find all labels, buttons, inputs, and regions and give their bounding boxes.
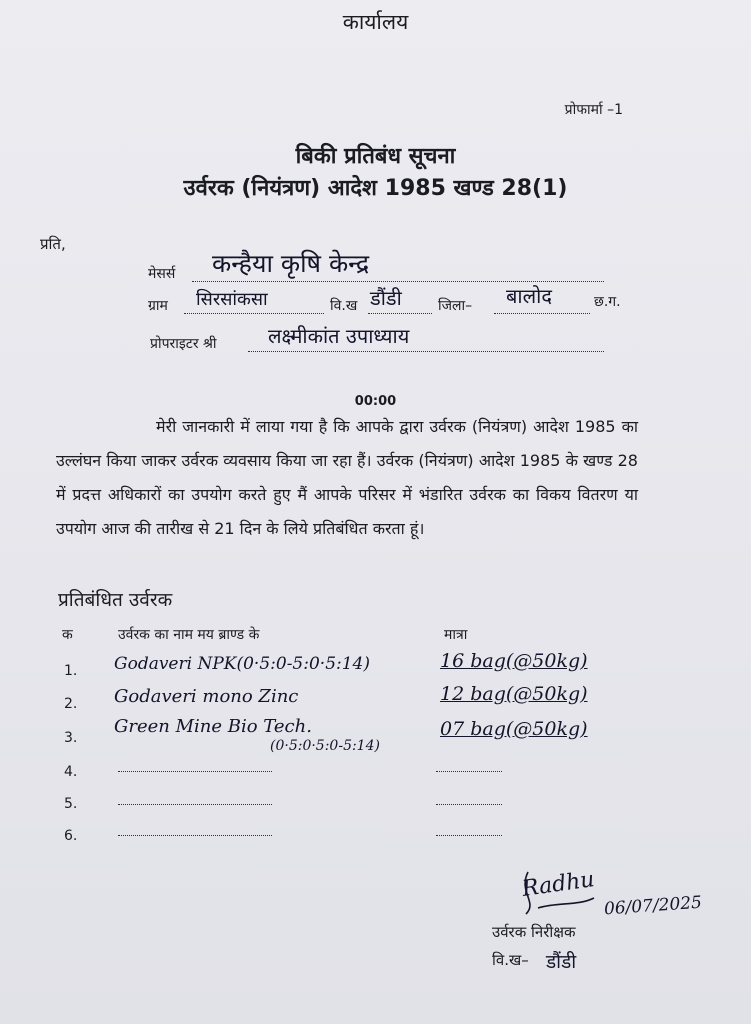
proprietor-dotted-line xyxy=(248,350,604,352)
notice-body: मेरी जानकारी में लाया गया है कि आपके द्वारा उर्वरक (नियंत्रण) आदेश 1985 का उल्लंघन किया जाकर उर्वरक व्यवसाय किया जा रहा हैं। उर्वरक (नियंत्रण) आदेश 1985 के खण्ड 28 में प्रदत्त अधिकारों का उपयोग करते हुए मैं आपके परिसर में भंडारित उर्वरक का विकय वितरण या उपयोग आज की तारीख से 21 दिन के लिये प्रतिबंधित करता हूं। xyxy=(56,417,638,538)
row-fertilizer-composition: (0·5:0·5:0-5:14) xyxy=(270,738,380,754)
row-quantity: 07 bag(@50kg) xyxy=(440,718,588,740)
district-label: जिला– xyxy=(438,298,473,314)
column-quantity: मात्रा xyxy=(444,627,468,643)
row-name-blank xyxy=(118,834,272,836)
row-serial: 1. xyxy=(64,663,78,679)
proprietor-label: प्रोपराइटर श्री xyxy=(150,336,217,352)
row-qty-blank xyxy=(436,770,502,772)
row-name-blank xyxy=(118,770,272,772)
row-qty-blank xyxy=(436,803,502,805)
time-stamp: 00:00 xyxy=(354,394,397,409)
signature-date: 06/07/2025 xyxy=(603,892,703,920)
signature-flourish xyxy=(508,862,598,922)
village-label: ग्राम xyxy=(148,298,168,314)
block-label: वि.ख xyxy=(330,298,358,314)
row-fertilizer-name: Godaveri mono Zinc xyxy=(114,686,299,707)
column-fertilizer-name: उर्वरक का नाम मय ब्राण्ड के xyxy=(118,627,260,643)
inspector-block-label: वि.ख– xyxy=(492,951,529,969)
row-serial: 4. xyxy=(64,764,78,780)
document-subtitle: उर्वरक (नियंत्रण) आदेश 1985 खण्ड 28(1) xyxy=(183,176,568,201)
firm-name-handwritten: कन्हैया कृषि केन्द्र xyxy=(212,249,370,278)
block-dotted-line xyxy=(368,312,432,314)
row-serial: 2. xyxy=(64,696,78,712)
document-title: बिकी प्रतिबंध सूचना xyxy=(295,144,456,169)
district-dotted-line xyxy=(494,312,590,314)
row-fertilizer-name: Godaveri NPK(0·5:0-5:0·5:14) xyxy=(114,654,371,674)
office-heading: कार्यालय xyxy=(342,10,409,34)
section-title: प्रतिबंधित उर्वरक xyxy=(58,589,173,611)
column-serial: क xyxy=(62,627,73,643)
inspector-designation: उर्वरक निरीक्षक xyxy=(492,923,576,941)
proprietor-name-handwritten: लक्ष्मीकांत उपाध्याय xyxy=(268,324,410,348)
row-fertilizer-name: Green Mine Bio Tech. xyxy=(114,716,312,737)
block-name-handwritten: डौंडी xyxy=(370,286,402,310)
row-quantity: 16 bag(@50kg) xyxy=(440,650,588,672)
proforma-number: प्रोफार्मा –1 xyxy=(564,102,623,118)
row-quantity: 12 bag(@50kg) xyxy=(440,683,588,705)
firm-label: मेसर्स xyxy=(148,266,176,282)
row-serial: 3. xyxy=(64,730,78,746)
state-label: छ.ग. xyxy=(594,294,621,310)
inspector-signature: Radhu xyxy=(520,867,596,902)
row-serial: 5. xyxy=(64,796,78,812)
row-name-blank xyxy=(118,803,272,805)
row-qty-blank xyxy=(436,834,502,836)
village-name-handwritten: सिरसांकसा xyxy=(196,289,268,310)
district-name-handwritten: बालोद xyxy=(506,284,552,308)
village-dotted-line xyxy=(184,312,324,314)
row-serial: 6. xyxy=(64,828,78,844)
inspector-block-handwritten: डौंडी xyxy=(546,951,577,973)
to-label: प्रति, xyxy=(40,235,66,253)
